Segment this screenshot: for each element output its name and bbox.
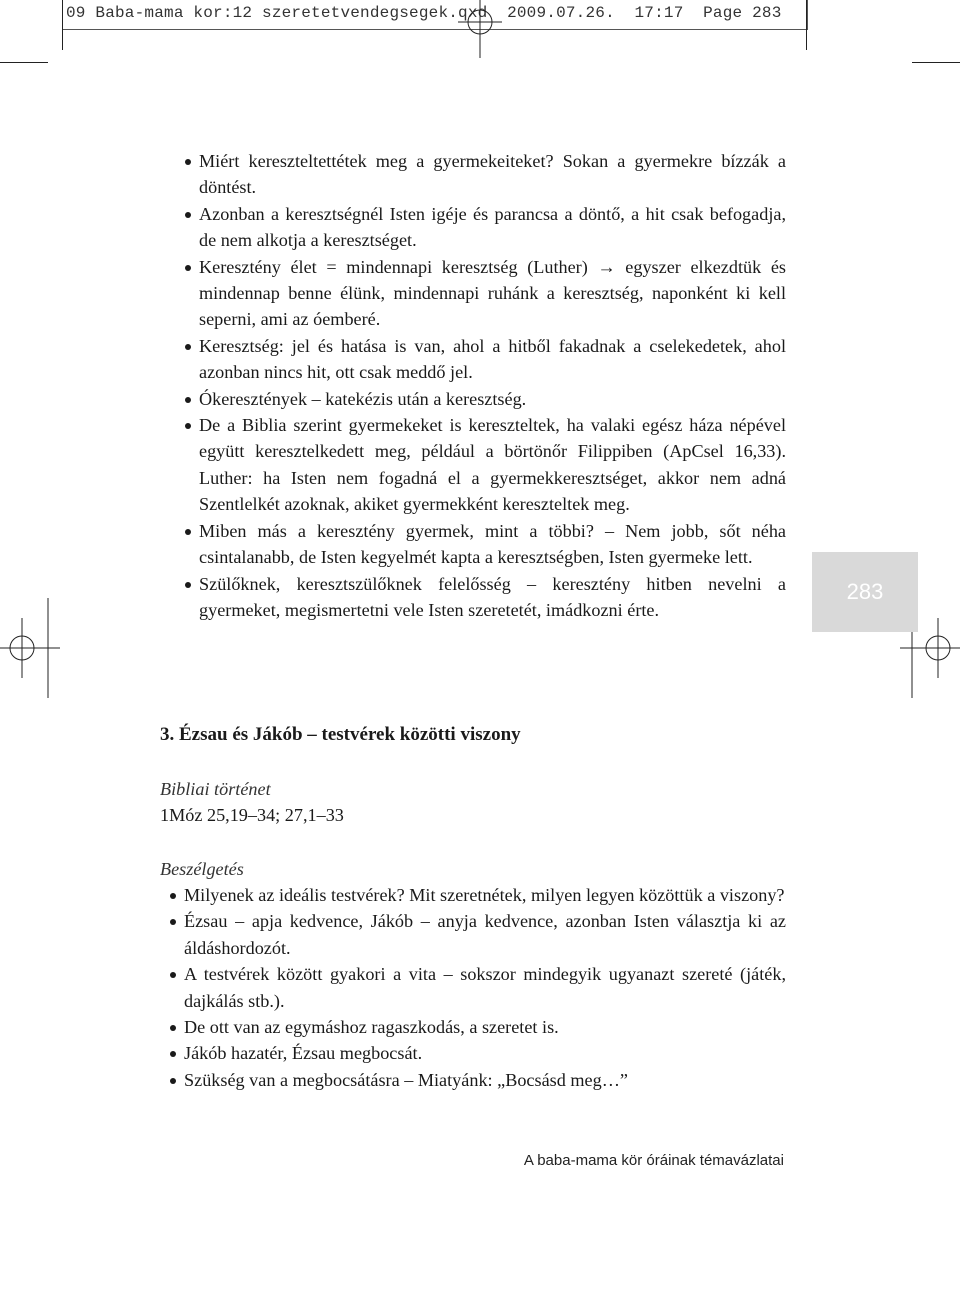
bible-reference: 1Móz 25,19–34; 27,1–33	[160, 805, 344, 825]
running-footer: A baba-mama kör óráinak témavázlatai	[523, 1152, 784, 1169]
page-number-tab: 283	[812, 552, 918, 632]
list-item: Szülőknek, keresztszülőknek felelősség – keresztény hitben nevelni a gyermeket, megismertetni vele Isten szeretetét, imádkozni érte.	[160, 571, 786, 624]
section-heading: 3. Ézsau és Jákób – testvérek közötti viszony	[160, 724, 521, 745]
list-item: Ókeresztények – katekézis után a keresztség.	[160, 386, 786, 412]
section2-content	[160, 776, 786, 828]
discussion-content	[160, 856, 786, 1093]
list-item: Miért kereszteltettétek meg a gyermekeiteket? Sokan a gyermekre bízzák a döntést.	[160, 148, 786, 201]
discussion-bullet-list	[145, 882, 786, 1093]
list-item: Jákób hazatér, Ézsau megbocsát.	[145, 1040, 786, 1066]
list-item: Azonban a keresztségnél Isten igéje és parancsa a döntő, a hit csak befogadja, de nem alkotja a keresztséget.	[160, 201, 786, 254]
list-item: A testvérek között gyakori a vita – sokszor mindegyik ugyanazt szereté (játék, dajkálás stb.).	[145, 961, 786, 1014]
print-slug: 09 Baba-mama kor:12 szeretetvendegsegek.qxd 2009.07.26. 17:17 Page 283	[66, 4, 782, 22]
crop-mark-top-left-horizontal	[0, 62, 48, 63]
list-item: De ott van az egymáshoz ragaszkodás, a szeretet is.	[145, 1014, 786, 1040]
list-item: Szükség van a megbocsátásra – Miatyánk: „Bocsásd meg…”	[145, 1067, 786, 1093]
list-item: Ézsau – apja kedvence, Jákób – anyja kedvence, azonban Isten választja ki az áldáshordozót.	[145, 908, 786, 961]
registration-mark-left	[0, 598, 60, 698]
discussion-label: Beszélgetés	[160, 859, 244, 879]
bible-story-label: Bibliai történet	[160, 779, 271, 799]
list-item: Keresztség: jel és hatása is van, ahol a hitből fakadnak a cselekedetek, ahol azonban nincs hit, ott csak meddő jel.	[160, 333, 786, 386]
crop-mark-top-right-horizontal	[912, 62, 960, 63]
slug-frame	[62, 0, 808, 30]
list-item: De a Biblia szerint gyermekeket is kereszteltek, ha valaki egész háza népével együtt keresztelkedett meg, például a börtönőr Filippiben (ApCsel 16,33). Luther: ha Isten nem fogadná el a gyermekkeresztséget, akkor nem adná Szentlelkét azoknak, akiket gyermekként kereszteltek meg.	[160, 412, 786, 518]
crop-mark-top-left-vertical	[62, 0, 63, 50]
section1-content	[160, 148, 786, 623]
registration-mark-top	[458, 0, 502, 60]
list-item: Keresztény élet = mindennapi keresztség (Luther) → egyszer elkezdtük és mindennap benne élünk, mindennapi ruhánk a keresztség, naponként ki kell seperni, ami az óemberé.	[160, 254, 786, 333]
section1-bullet-list	[160, 148, 786, 623]
list-item: Milyenek az ideális testvérek? Mit szeretnétek, milyen legyen közöttük a viszony?	[145, 882, 786, 908]
crop-mark-top-right-vertical	[806, 0, 807, 50]
list-item: Miben más a keresztény gyermek, mint a többi? – Nem jobb, sőt néha csintalanabb, de Isten kegyelmét kapta a keresztségben, Isten gyermeke lett.	[160, 518, 786, 571]
